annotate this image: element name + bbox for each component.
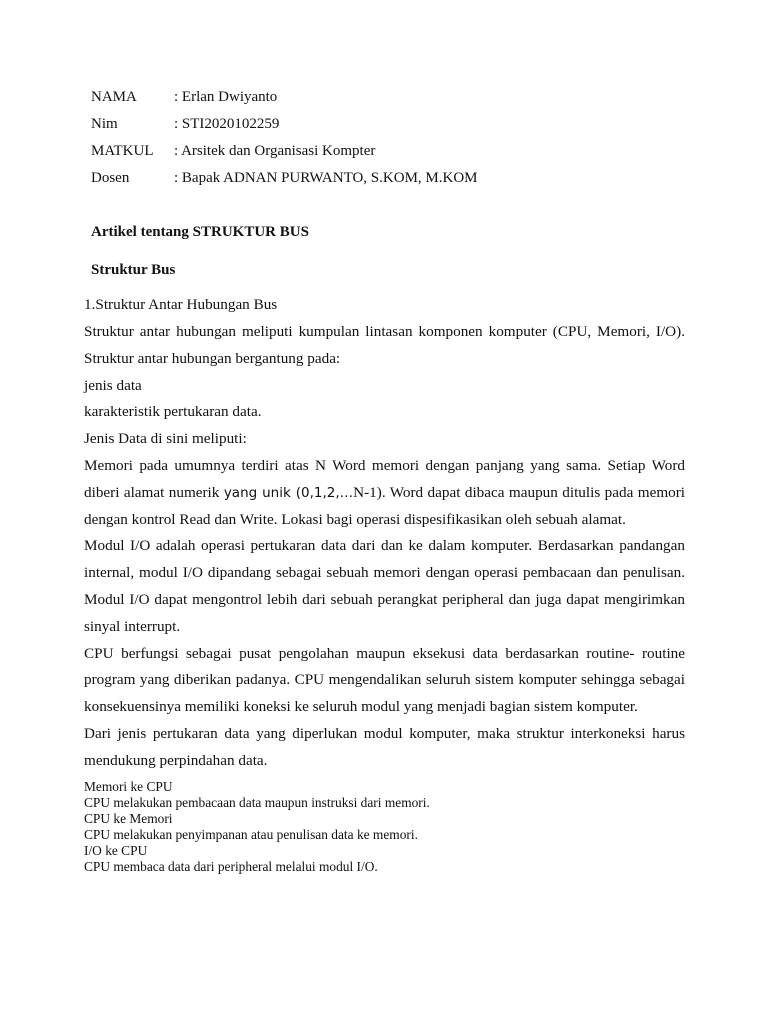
info-value: : Erlan Dwiyanto bbox=[174, 89, 278, 105]
paragraph-line: Memori pada umumnya terdiri atas N Word memori dengan panjang yang sama. Setiap Word bbox=[84, 457, 685, 474]
list-item: CPU melakukan pembacaan data maupun instruksi dari memori. bbox=[84, 795, 430, 810]
info-row-nim bbox=[91, 115, 279, 133]
article-title: Artikel tentang STRUKTUR BUS bbox=[91, 224, 309, 240]
paragraph-line: karakteristik pertukaran data. bbox=[84, 403, 262, 420]
list-item: CPU ke Memori bbox=[84, 811, 173, 826]
paragraph-line: program yang diberikan padanya. CPU mengendalikan seluruh sistem komputer sehingga sebagai bbox=[84, 671, 685, 688]
info-label: MATKUL bbox=[91, 143, 154, 159]
info-value: : Arsitek dan Organisasi Kompter bbox=[174, 143, 376, 159]
paragraph-line: mendukung perpindahan data. bbox=[84, 752, 268, 769]
text-fragment: yang unik (0,1,2,… bbox=[223, 485, 354, 501]
paragraph-line: jenis data bbox=[84, 377, 142, 394]
paragraph-line: dengan kontrol Read dan Write. Lokasi bagi operasi dispesifikasikan oleh sebuah alamat. bbox=[84, 511, 626, 528]
info-row-matkul bbox=[91, 142, 375, 160]
info-label: NAMA bbox=[91, 89, 137, 105]
text-fragment: diberi alamat numerik bbox=[84, 484, 220, 501]
paragraph-line: CPU berfungsi sebagai pusat pengolahan maupun eksekusi data berdasarkan routine- routine bbox=[84, 645, 685, 662]
paragraph-line: konsekuensinya memiliki koneksi ke seluruh modul yang menjadi bagian sistem komputer. bbox=[84, 698, 638, 715]
paragraph-line: internal, modul I/O dipandang sebagai sebuah memori dengan operasi pembacaan dan penulisan. bbox=[84, 564, 685, 581]
info-value: : Bapak ADNAN PURWANTO, S.KOM, M.KOM bbox=[174, 170, 478, 186]
list-item: CPU melakukan penyimpanan atau penulisan data ke memori. bbox=[84, 827, 418, 842]
info-value: : STI2020102259 bbox=[174, 116, 280, 132]
section-title: Struktur Bus bbox=[91, 262, 176, 278]
paragraph-line: sinyal interrupt. bbox=[84, 618, 181, 635]
info-label: Dosen bbox=[91, 170, 130, 186]
paragraph-line: Modul I/O adalah operasi pertukaran data dari dan ke dalam komputer. Berdasarkan pandangan bbox=[84, 537, 685, 554]
info-label: Nim bbox=[91, 116, 118, 132]
paragraph-line: Modul I/O dapat mengontrol lebih dari sebuah perangkat peripheral dan juga dapat mengirimkan bbox=[84, 591, 685, 608]
paragraph-line bbox=[84, 484, 685, 502]
paragraph-line: Jenis Data di sini meliputi: bbox=[84, 430, 247, 447]
paragraph-line: Struktur antar hubungan meliputi kumpulan lintasan komponen komputer (CPU, Memori, I/O). bbox=[84, 323, 685, 340]
info-row-dosen bbox=[91, 169, 478, 187]
paragraph-line: Dari jenis pertukaran data yang diperlukan modul komputer, maka struktur interkoneksi harus bbox=[84, 725, 685, 742]
paragraph-line: Struktur antar hubungan bergantung pada: bbox=[84, 350, 341, 367]
list-item: I/O ke CPU bbox=[84, 843, 148, 858]
text-fragment: N-1). Word dapat dibaca maupun ditulis pada memori bbox=[353, 484, 686, 501]
list-item: CPU membaca data dari peripheral melalui modul I/O. bbox=[84, 859, 378, 874]
subsection-heading: 1.Struktur Antar Hubungan Bus bbox=[84, 296, 278, 313]
list-item: Memori ke CPU bbox=[84, 779, 173, 794]
info-row-nama bbox=[91, 88, 277, 106]
